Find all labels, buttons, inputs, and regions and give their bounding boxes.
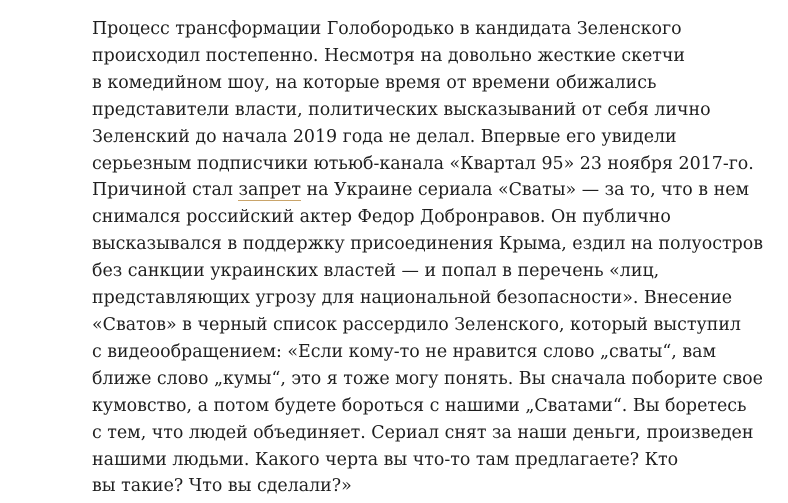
paragraph-line: с видеообращением: «Если кому-то не нравится слово „сваты“, вам <box>92 341 717 362</box>
paragraph-line: вы такие? Что вы сделали?» <box>92 476 352 497</box>
paragraph-line: «Сватов» в черный список рассердило Зеленского, который выступил <box>92 314 741 335</box>
paragraph-line: представляющих угрозу для национальной безопасности». Внесение <box>92 288 733 309</box>
paragraph-line: высказывался в поддержку присоединения Крыма, ездил на полуостров <box>92 234 763 255</box>
paragraph-line: ближе слово „кумы“, это я тоже могу понять. Вы сначала поборите свое <box>92 368 763 389</box>
line-text-after-link: на Украине сериала «Сваты» — за то, что в нем <box>300 180 750 201</box>
paragraph-line-with-link <box>92 177 752 204</box>
paragraph-line: нашими людьми. Какого черта вы что-то там предлагаете? Кто <box>92 449 679 470</box>
paragraph-line: серьезным подписчики ютьюб-канала «Квартал 95» 23 ноября 2017-го. <box>92 153 754 174</box>
paragraph-line: Зеленский до начала 2019 года не делал. Впервые его увидели <box>92 126 677 147</box>
paragraph-line: кумовство, а потом будете бороться с нашими „Сватами“. Вы боретесь <box>92 395 747 416</box>
paragraph-line: в комедийном шоу, на которые время от времени обижались <box>92 72 657 93</box>
paragraph-line: Процесс трансформации Голобородько в кандидата Зеленского <box>92 19 682 39</box>
paragraph-line: без санкции украинских властей — и попал в перечень «лиц, <box>92 261 660 282</box>
paragraph-line: представители власти, политических высказываний от себя лично <box>92 99 711 120</box>
article-paragraph <box>92 16 763 500</box>
paragraph-line: снимался российский актер Федор Добронравов. Он публично <box>92 207 671 228</box>
paragraph-line: происходил постепенно. Несмотря на довольно жесткие скетчи <box>92 45 685 66</box>
paragraph-line: с тем, что людей объединяет. Сериал снят за наши деньги, произведен <box>92 422 754 443</box>
line-text-before-link: Причиной стал <box>92 180 239 201</box>
ban-link[interactable]: запрет <box>238 180 301 201</box>
